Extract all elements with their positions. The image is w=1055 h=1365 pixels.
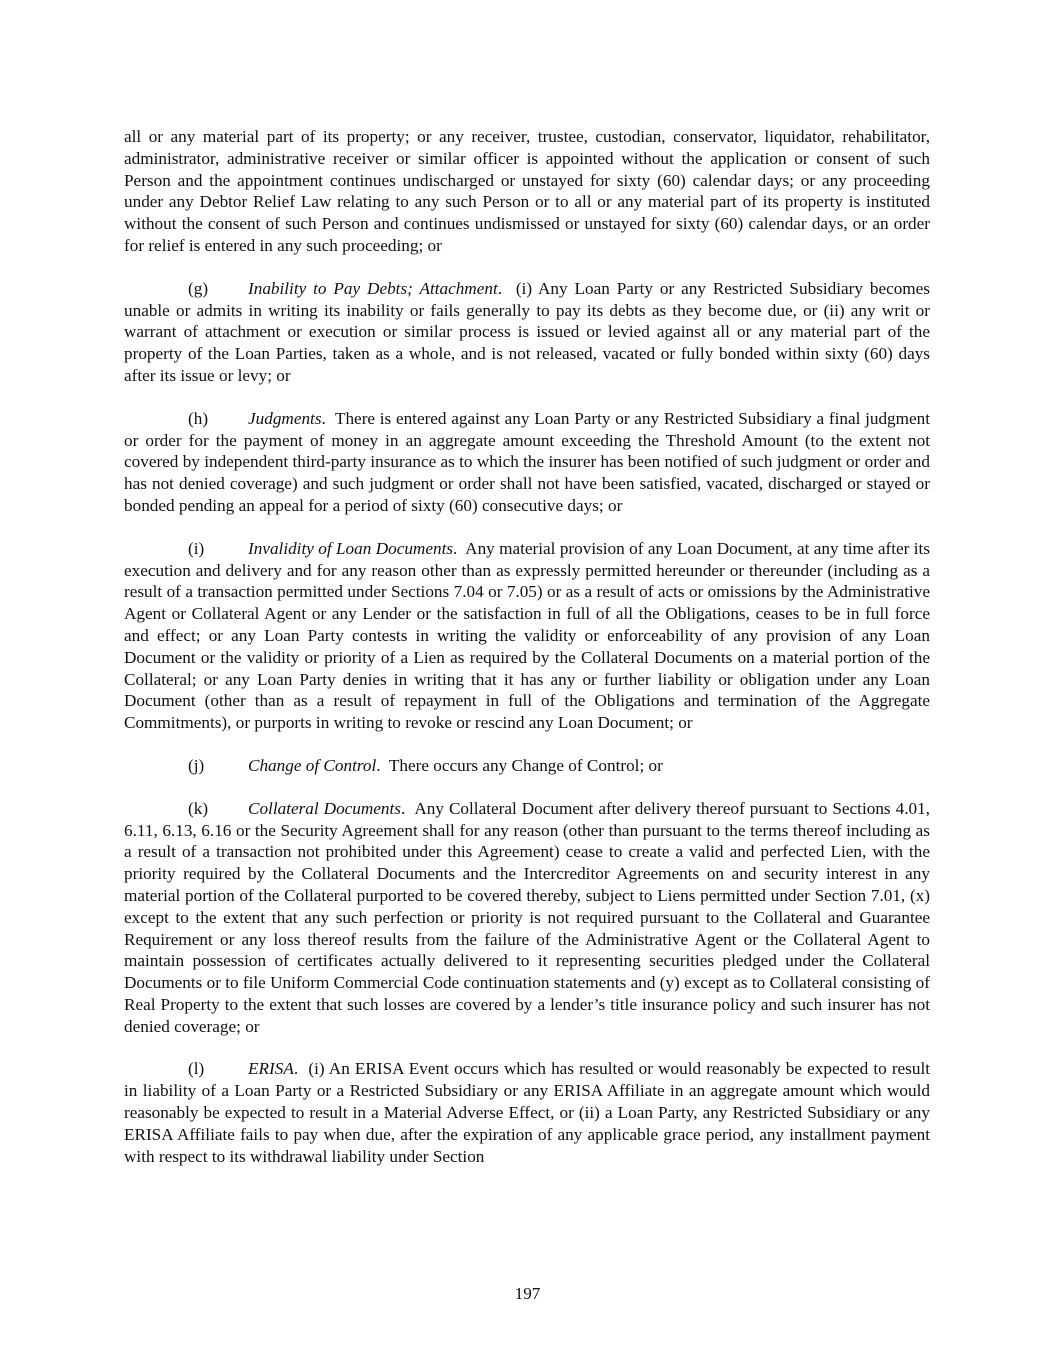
clause-text: Any material provision of any Loan Document, at any time after its execution and delivery and for any reason other than as expressly permitted hereunder or thereunder (including as a result of a transaction permitted under Sections 7.04 or 7.05) or as a result of acts or omissions by the Administrative Agent or Collateral Agent or any Lender or the satisfaction in full of all the Obligations, ceases to be in full force and effect; or any Loan Party contests in writing the validity or enforceability of any provision of any Loan Document or the validity or priority of a Lien as required by the Collateral Documents on a material portion of the Collateral; or any Loan Party denies in writing that it has any or further liability or obligation under any Loan Document (other than as a result of repayment in full of the Obligations and termination of the Aggregate Commitments), or purports in writing to revoke or rescind any Loan Document; or xyxy=(124,538,930,733)
clause-i xyxy=(124,538,930,734)
document-page xyxy=(124,126,930,1188)
continuation-paragraph: all or any material part of its property; or any receiver, trustee, custodian, conservator, liquidator, rehabilitator, administrator, administrative receiver or similar officer is appointed without the application or consent of such Person and the appointment continues undischarged or unstayed for sixty (60) calendar days; or any proceeding under any Debtor Relief Law relating to any such Person or to all or any material part of its property is instituted without the consent of such Person and continues undismissed or unstayed for sixty (60) calendar days, or an order for relief is entered in any such proceeding; or xyxy=(124,127,930,255)
clause-j xyxy=(124,755,930,777)
clause-text: (i) Any Loan Party or any Restricted Subsidiary becomes unable or admits in writing its inability or fails generally to pay its debts as they become due, or (ii) any writ or warrant of attachment or execution or similar process is issued or levied against all or any material part of the property of the Loan Parties, taken as a whole, and is not released, vacated or fully bonded within sixty (60) days after its issue or levy; or xyxy=(124,278,930,385)
clause-label: (l) xyxy=(188,1059,205,1079)
clause-heading: ERISA xyxy=(248,1059,294,1079)
heading-period: . xyxy=(376,755,381,775)
clause-heading: Change of Control xyxy=(248,755,377,775)
clause-k xyxy=(124,798,930,1038)
clause-g xyxy=(124,278,930,387)
heading-period: . xyxy=(497,278,503,298)
clause-label: (j) xyxy=(188,755,205,775)
clause-label: (k) xyxy=(188,798,209,818)
clause-label: (g) xyxy=(188,278,209,298)
clause-label: (i) xyxy=(188,538,205,558)
clause-heading: Collateral Documents xyxy=(248,798,401,818)
clause-heading: Inability to Pay Debts; Attachment xyxy=(248,278,498,298)
clause-label: (h) xyxy=(188,408,209,428)
clause-l xyxy=(124,1058,930,1167)
clause-text: There is entered against any Loan Party or any Restricted Subsidiary a final judgment or order for the payment of money in an aggregate amount exceeding the Threshold Amount (to the extent not covered by independent third-party insurance as to which the insurer has been notified of such judgment or order and has not denied coverage) and such judgment or order shall not have been satisfied, vacated, discharged or stayed or bonded pending an appeal for a period of sixty (60) consecutive days; or xyxy=(124,408,931,515)
clause-text: Any Collateral Document after delivery thereof pursuant to Sections 4.01, 6.11, 6.13, 6.16 or the Security Agreement shall for any reason (other than pursuant to the terms thereof including as a result of a transaction not prohibited under this Agreement) cease to create a valid and perfected Lien, with the priority required by the Collateral Documents and the Intercreditor Agreements on and security interest in any material portion of the Collateral purported to be covered thereby, subject to Liens permitted under Section 7.01, (x) except to the extent that any such perfection or priority is not required pursuant to the Collateral and Guarantee Requirement or any loss thereof results from the failure of the Administrative Agent or the Collateral Agent to maintain possession of certificates actually delivered to it representing securities pledged under the Collateral Documents or to file Uniform Commercial Code continuation statements and (y) except as to Collateral consisting of Real Property to the extent that such losses are covered by a lender’s title insurance policy and such insurer has not denied coverage; or xyxy=(124,798,930,1036)
clause-heading: Judgments xyxy=(248,408,322,428)
page-number: 197 xyxy=(514,1284,541,1303)
clause-text: There occurs any Change of Control; or xyxy=(388,755,663,775)
clause-heading: Invalidity of Loan Documents xyxy=(248,538,454,558)
heading-period: . xyxy=(321,408,326,428)
clause-text: (i) An ERISA Event occurs which has resulted or would reasonably be expected to result in liability of a Loan Party or a Restricted Subsidiary or any ERISA Affiliate in an aggregate amount which would reasonably be expected to result in a Material Adverse Effect, or (ii) a Loan Party, any Restricted Subsidiary or any ERISA Affiliate fails to pay when due, after the expiration of any applicable grace period, any installment payment with respect to its withdrawal liability under Section xyxy=(124,1059,931,1166)
heading-period: . xyxy=(401,798,406,818)
clause-h xyxy=(124,408,930,517)
heading-period: . xyxy=(453,538,458,558)
heading-period: . xyxy=(293,1059,299,1079)
